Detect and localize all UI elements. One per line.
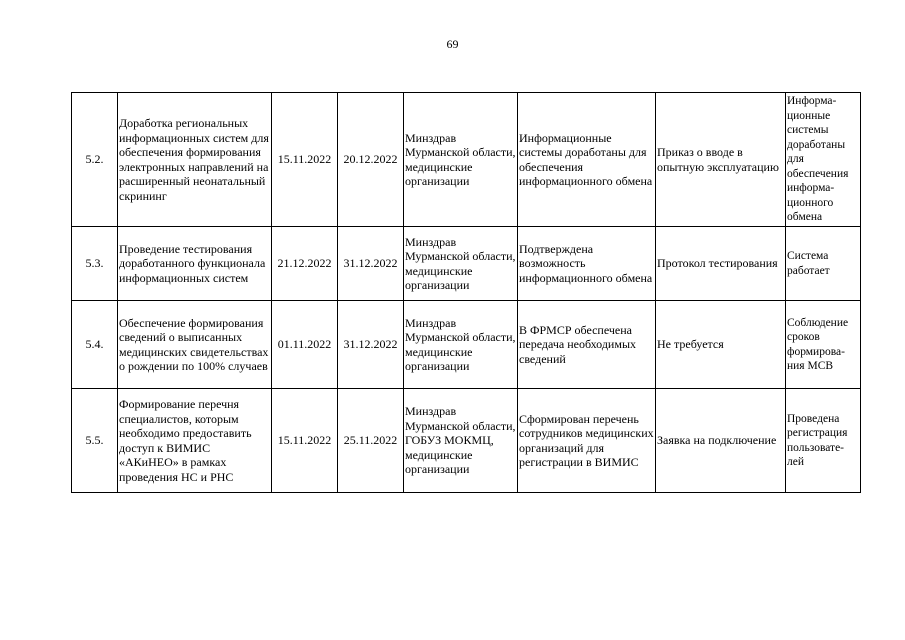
task-cell: Проведение тестирования доработанного функционала информационных систем — [118, 227, 272, 301]
document-cell: Протокол тестирования — [656, 227, 786, 301]
row-number: 5.4. — [72, 301, 118, 389]
row-number: 5.5. — [72, 389, 118, 493]
task-cell: Обеспечение формирования сведений о выписанных медицинских свидетельствах о рождении по 100% случаев — [118, 301, 272, 389]
outcome-cell: В ФРМСР обеспечена передача необходимых сведений — [518, 301, 656, 389]
row-number: 5.2. — [72, 93, 118, 227]
start-date-cell: 01.11.2022 — [272, 301, 338, 389]
table-row — [72, 301, 861, 389]
end-date-cell: 31.12.2022 — [338, 227, 404, 301]
result-cell: Система работает — [786, 227, 861, 301]
responsible-cell: Минздрав Мурманской области, медицинские организации — [404, 93, 518, 227]
table-row — [72, 93, 861, 227]
result-cell: Информа- ционные системы доработаны для обеспечения информа- ционного обмена — [786, 93, 861, 227]
responsible-cell: Минздрав Мурманской области, медицинские организации — [404, 301, 518, 389]
responsible-cell: Минздрав Мурманской области, медицинские организации — [404, 227, 518, 301]
document-cell: Приказ о вводе в опытную эксплуатацию — [656, 93, 786, 227]
result-cell: Проведена регистрация пользовате- лей — [786, 389, 861, 493]
end-date-cell: 25.11.2022 — [338, 389, 404, 493]
end-date-cell: 31.12.2022 — [338, 301, 404, 389]
outcome-cell: Сформирован перечень сотрудников медицинских организаций для регистрации в ВИМИС — [518, 389, 656, 493]
task-cell: Формирование перечня специалистов, которым необходимо предоставить доступ к ВИМИС «АКиНЕО» в рамках проведения НС и РНС — [118, 389, 272, 493]
document-cell: Заявка на подключение — [656, 389, 786, 493]
start-date-cell: 21.12.2022 — [272, 227, 338, 301]
table-row — [72, 389, 861, 493]
table-row — [72, 227, 861, 301]
row-number: 5.3. — [72, 227, 118, 301]
result-cell: Соблюдение сроков формирова- ния МСВ — [786, 301, 861, 389]
outcome-cell: Информационные системы доработаны для обеспечения информационного обмена — [518, 93, 656, 227]
end-date-cell: 20.12.2022 — [338, 93, 404, 227]
responsible-cell: Минздрав Мурманской области, ГОБУЗ МОКМЦ, медицинские организации — [404, 389, 518, 493]
start-date-cell: 15.11.2022 — [272, 93, 338, 227]
task-cell: Доработка региональных информационных систем для обеспечения формирования электронных направлений на расширенный неонатальный скрининг — [118, 93, 272, 227]
start-date-cell: 15.11.2022 — [272, 389, 338, 493]
activity-plan-table — [71, 92, 861, 493]
document-cell: Не требуется — [656, 301, 786, 389]
outcome-cell: Подтверждена возможность информационного обмена — [518, 227, 656, 301]
page-number: 69 — [446, 37, 459, 51]
